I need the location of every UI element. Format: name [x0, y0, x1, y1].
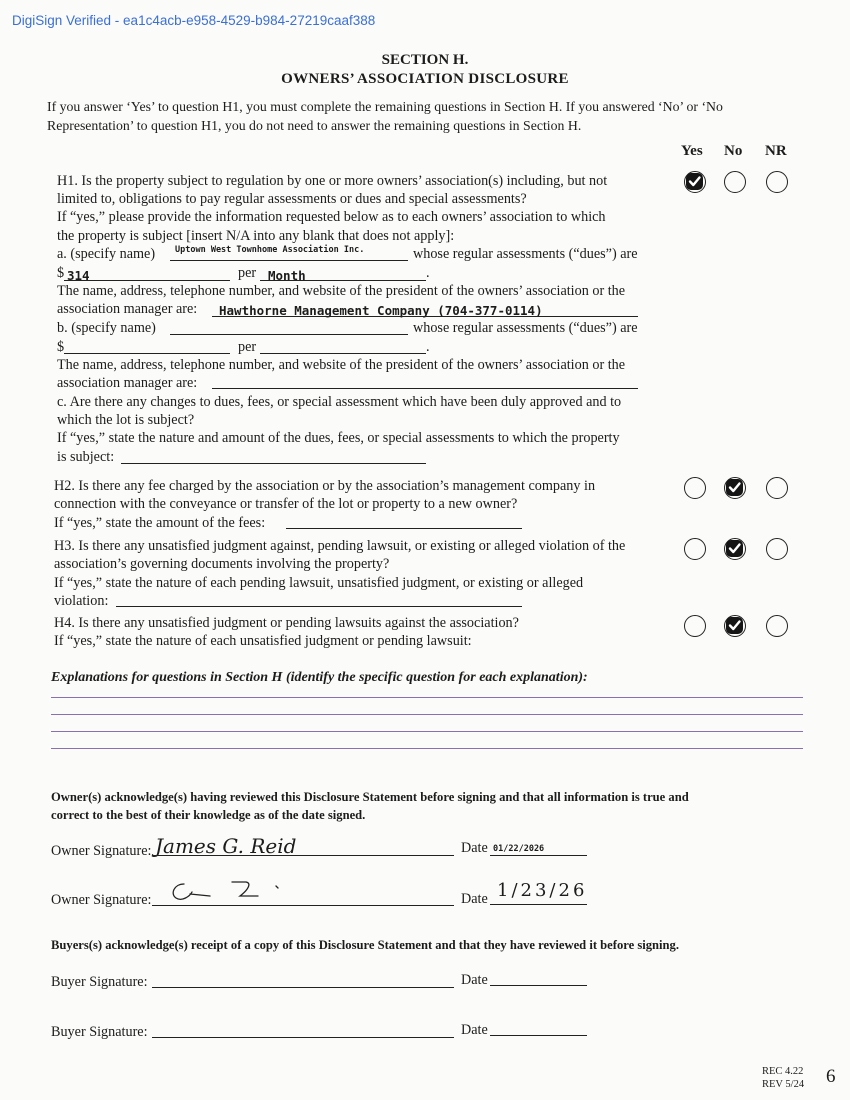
- h4-no-radio[interactable]: [724, 615, 746, 637]
- owner-date-line-2: [490, 904, 587, 905]
- explanation-line-3[interactable]: [51, 731, 803, 732]
- h1a-suffix: whose regular assessments (“dues”) are: [413, 246, 638, 262]
- page-number: 6: [826, 1066, 836, 1087]
- h4-yes-radio[interactable]: [684, 615, 706, 637]
- h4-question: H4. Is there any unsatisfied judgment or pending lawsuits against the association?: [54, 615, 519, 631]
- h1a-association-name[interactable]: Uptown West Townhome Association Inc.: [175, 245, 365, 255]
- page-title: OWNERS’ ASSOCIATION DISCLOSURE: [281, 71, 569, 87]
- checkbox-check-icon: [726, 617, 743, 634]
- buyer-signature-label-1: Buyer Signature:: [51, 974, 148, 990]
- h2-yes-radio[interactable]: [684, 477, 706, 499]
- h1b-dollar: $: [57, 339, 65, 355]
- h4-nr-radio[interactable]: [766, 615, 788, 637]
- h1-instruction-cont: the property is subject [insert N/A into any blank that does not apply]:: [57, 228, 455, 244]
- buyer-signature-label-2: Buyer Signature:: [51, 1024, 148, 1040]
- h3-nr-radio[interactable]: [766, 538, 788, 560]
- owner-ack-line-2: correct to the best of their knowledge as of the date signed.: [51, 808, 366, 822]
- h1b-end: .: [426, 339, 430, 355]
- h1b-name-line[interactable]: [170, 334, 408, 335]
- h1a-contact-value[interactable]: Hawthorne Management Company (704-377-0114): [219, 303, 543, 318]
- buyer-date-label-2: Date: [461, 1022, 488, 1038]
- h1a-dues-amount[interactable]: 314: [67, 268, 90, 283]
- h1a-name-line: [170, 260, 408, 261]
- h1-question: H1. Is the property subject to regulation by one or more owners’ association(s) including, but not: [57, 173, 608, 189]
- owner-signature-1[interactable]: James G. Reid: [155, 834, 297, 858]
- owner-date-1[interactable]: 01/22/2026: [493, 844, 545, 854]
- h1a-period-line: [260, 280, 426, 281]
- buyer-date-line-2[interactable]: [490, 1035, 587, 1036]
- h1b-per: per: [238, 339, 257, 355]
- h1a-per: per: [238, 265, 257, 281]
- h1-no-radio[interactable]: [724, 171, 746, 193]
- h1-question-cont: limited to, obligations to pay regular assessments or dues and special assessments?: [57, 191, 527, 207]
- checkbox-check-icon: [726, 479, 743, 496]
- h1a-amount-line: [64, 280, 230, 281]
- h1c-question-cont: which the lot is subject?: [57, 412, 195, 428]
- h2-answer-line[interactable]: [286, 528, 522, 529]
- h3-instruction: If “yes,” state the nature of each pending lawsuit, unsatisfied judgment, or existing or alleged: [54, 575, 584, 591]
- h3-instruction-cont: violation:: [54, 593, 109, 609]
- owner-signature-label-1: Owner Signature:: [51, 843, 152, 859]
- explanations-heading: Explanations for questions in Section H (identify the specific question for each explanation):: [51, 670, 588, 685]
- owner-date-2[interactable]: 1/23/26: [497, 880, 588, 901]
- owner-signature-line-1: [152, 855, 454, 856]
- explanation-line-1[interactable]: [51, 697, 803, 698]
- owner-signature-line-2: [152, 905, 454, 906]
- h3-question-cont: association’s governing documents involving the property?: [54, 556, 390, 572]
- h1c-instruction: If “yes,” state the nature and amount of the dues, fees, or special assessments to which the property: [57, 430, 620, 446]
- digisign-banner: DigiSign Verified - ea1c4acb-e958-4529-b984-27219caaf388: [12, 13, 376, 28]
- h1-nr-radio[interactable]: [766, 171, 788, 193]
- section-label: SECTION H.: [381, 52, 469, 68]
- form-revision: REV 5/24: [762, 1079, 805, 1090]
- h1c-answer-line[interactable]: [121, 463, 426, 464]
- h2-question: H2. Is there any fee charged by the association or by the association’s management company in: [54, 478, 596, 494]
- h2-question-cont: connection with the conveyance or transfer of the lot or property to a new owner?: [54, 496, 518, 512]
- owner-signature-2-scribble[interactable]: [166, 878, 296, 908]
- owner-date-label-2: Date: [461, 891, 488, 907]
- h3-no-radio[interactable]: [724, 538, 746, 560]
- intro-line-2: Representation’ to question H1, you do not need to answer the remaining questions in Section H.: [47, 118, 582, 133]
- h1b-amount-line[interactable]: [64, 353, 230, 354]
- column-nr: NR: [765, 143, 787, 159]
- intro-line-1: If you answer ‘Yes’ to question H1, you must complete the remaining questions in Section H. If you answered ‘No’ or ‘No: [47, 99, 723, 114]
- h1b-prefix: b. (specify name): [57, 320, 156, 336]
- h1a-prefix: a. (specify name): [57, 246, 156, 262]
- h1b-period-line[interactable]: [260, 353, 426, 354]
- owner-date-line-1: [490, 855, 587, 856]
- checkbox-check-icon: [726, 540, 743, 557]
- h1b-suffix: whose regular assessments (“dues”) are: [413, 320, 638, 336]
- h3-yes-radio[interactable]: [684, 538, 706, 560]
- explanation-line-4[interactable]: [51, 748, 803, 749]
- h4-instruction: If “yes,” state the nature of each unsatisfied judgment or pending lawsuit:: [54, 633, 472, 649]
- h1c-instruction-cont: is subject:: [57, 449, 115, 465]
- owner-ack-line-1: Owner(s) acknowledge(s) having reviewed this Disclosure Statement before signing and that all information is true and: [51, 790, 689, 804]
- buyer-signature-line-2[interactable]: [152, 1037, 454, 1038]
- explanation-line-2[interactable]: [51, 714, 803, 715]
- h2-instruction: If “yes,” state the amount of the fees:: [54, 515, 266, 531]
- h1c-question: c. Are there any changes to dues, fees, or special assessment which have been duly approved and to: [57, 394, 622, 410]
- h1b-contact-label: The name, address, telephone number, and website of the president of the owners’ association or the: [57, 357, 626, 373]
- h1a-contact-label: The name, address, telephone number, and website of the president of the owners’ association or the: [57, 283, 626, 299]
- h3-answer-line[interactable]: [116, 606, 522, 607]
- h1a-dollar: $: [57, 265, 65, 281]
- checkbox-check-icon: [686, 173, 703, 190]
- h2-nr-radio[interactable]: [766, 477, 788, 499]
- buyer-signature-line-1[interactable]: [152, 987, 454, 988]
- h1a-dues-period[interactable]: Month: [268, 268, 306, 283]
- h1a-contact-label-cont: association manager are:: [57, 301, 198, 317]
- column-no: No: [724, 143, 743, 159]
- column-yes: Yes: [681, 143, 703, 159]
- h2-no-radio[interactable]: [724, 477, 746, 499]
- h1b-contact-line[interactable]: [212, 388, 638, 389]
- buyer-date-line-1[interactable]: [490, 985, 587, 986]
- form-number: REC 4.22: [762, 1066, 804, 1077]
- h1a-contact-line: [212, 316, 638, 317]
- h1a-end: .: [426, 265, 430, 281]
- owner-signature-label-2: Owner Signature:: [51, 892, 152, 908]
- h1b-contact-label-cont: association manager are:: [57, 375, 198, 391]
- h3-question: H3. Is there any unsatisfied judgment against, pending lawsuit, or existing or alleged violation of the: [54, 538, 626, 554]
- h1-yes-radio[interactable]: [684, 171, 706, 193]
- owner-date-label-1: Date: [461, 840, 488, 856]
- buyer-ack: Buyers(s) acknowledge(s) receipt of a copy of this Disclosure Statement and that they have reviewed it before signing.: [51, 938, 680, 952]
- h1-instruction: If “yes,” please provide the information requested below as to each owners’ association to which: [57, 209, 606, 225]
- buyer-date-label-1: Date: [461, 972, 488, 988]
